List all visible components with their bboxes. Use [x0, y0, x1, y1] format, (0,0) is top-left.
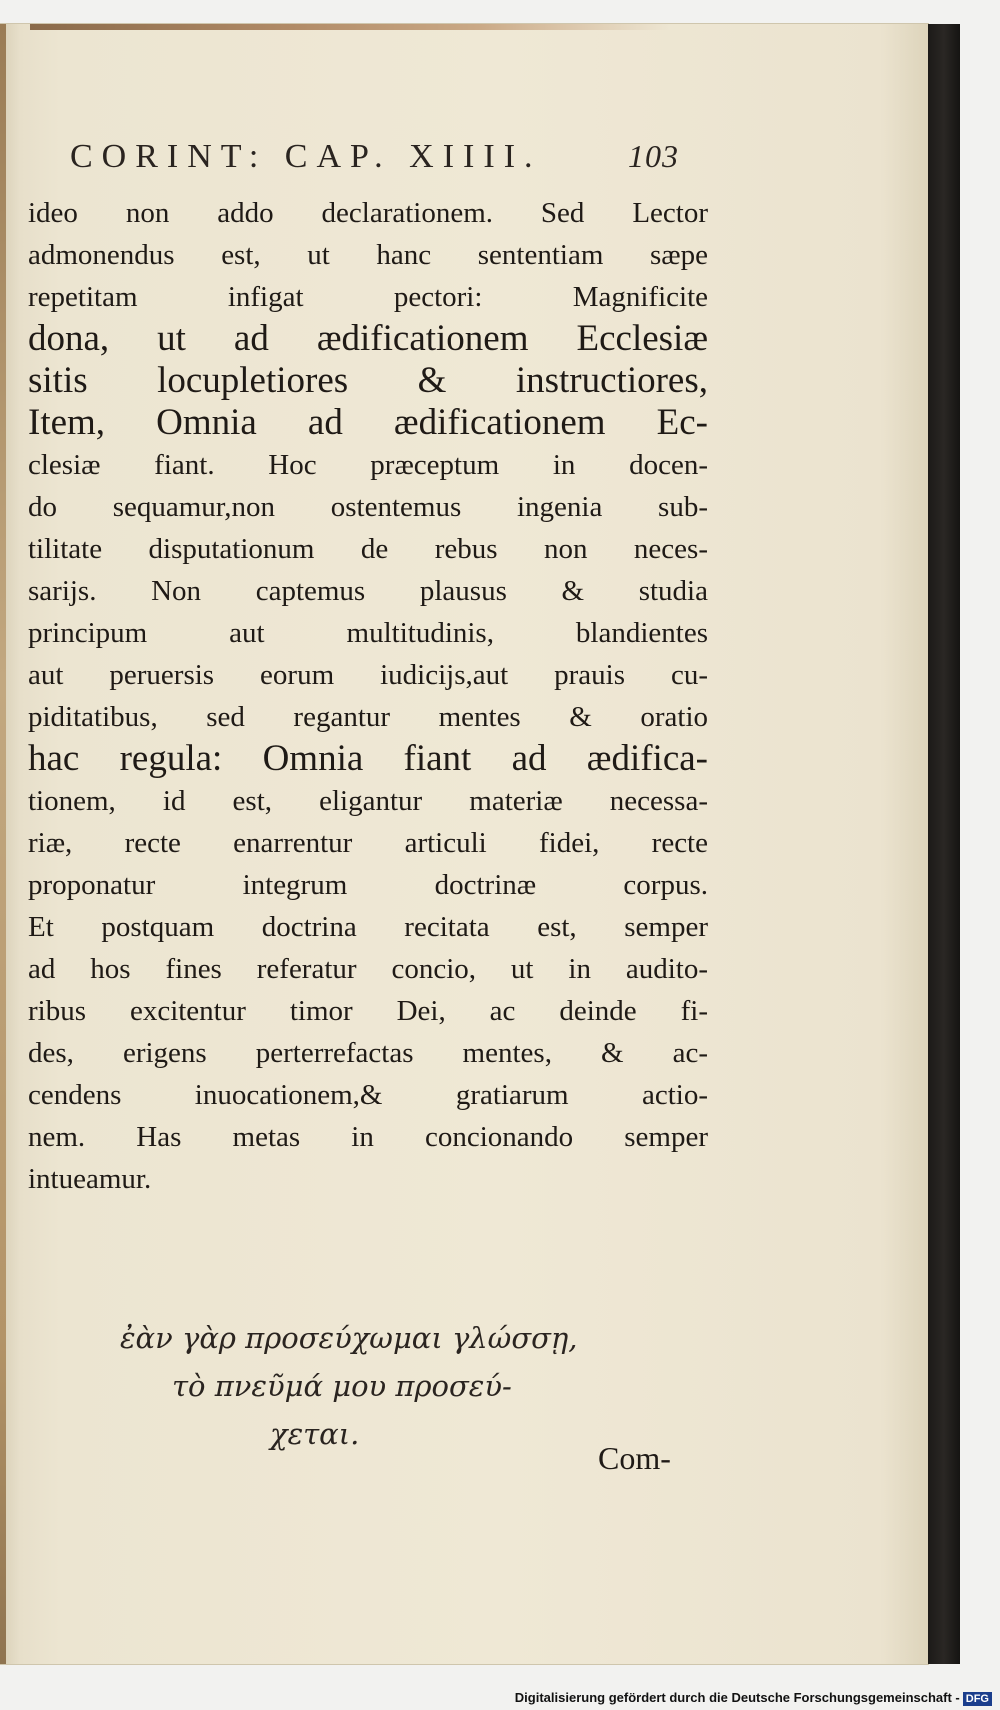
text-line: sitis locupletiores & instructiores,	[28, 360, 708, 401]
text-line: tionem, id est, eligantur materiæ necessa-	[28, 785, 708, 817]
digitization-credit	[515, 1690, 992, 1706]
book-cover-edge	[928, 24, 960, 1664]
dfg-logo: DFG	[963, 1692, 992, 1706]
text-line: aut peruersis eorum iudicijs,aut prauis cu-	[28, 659, 708, 691]
body-text	[28, 192, 708, 1200]
text-line: repetitam infigat pectori: Magnificite	[28, 281, 708, 313]
page-top-edge	[30, 24, 670, 30]
text-line: Et postquam doctrina recitata est, semper	[28, 911, 708, 943]
credit-text: Digitalisierung gefördert durch die Deutsche Forschungsgemeinschaft -	[514, 1690, 960, 1705]
text-line: ideo non addo declarationem. Sed Lector	[28, 197, 708, 229]
text-line: piditatibus, sed regantur mentes & oratio	[28, 701, 708, 733]
running-head: CORINT: CAP. XIIII.	[70, 138, 542, 175]
text-line: ad hos fines referatur concio, ut in audito-	[28, 953, 708, 985]
text-line: cendens inuocationem,& gratiarum actio-	[28, 1079, 708, 1111]
text-line: ribus excitentur timor Dei, ac deinde fi-	[28, 995, 708, 1027]
text-line: clesiæ fiant. Hoc præceptum in docen-	[28, 449, 708, 481]
greek-quotation	[120, 1314, 680, 1458]
text-line: riæ, recte enarrentur articuli fidei, recte	[28, 827, 708, 859]
text-line: des, erigens perterrefactas mentes, & ac-	[28, 1037, 708, 1069]
greek-line: τὸ πνεῦμά μου προσεύ-	[172, 1369, 512, 1403]
text-line: sarijs. Non captemus plausus & studia	[28, 575, 708, 607]
text-line: nem. Has metas in concionando semper	[28, 1121, 708, 1153]
text-line: principum aut multitudinis, blandientes	[28, 617, 708, 649]
greek-line: χεται.	[270, 1417, 360, 1451]
text-line: dona, ut ad ædificationem Ecclesiæ	[28, 318, 708, 359]
text-line: hac regula: Omnia fiant ad ædifica-	[28, 738, 708, 779]
text-line: proponatur integrum doctrinæ corpus.	[28, 869, 708, 901]
greek-line: ἐὰν γὰρ προσεύχωμαι γλώσσῃ,	[120, 1321, 578, 1355]
text-line: Item, Omnia ad ædificationem Ec-	[28, 402, 708, 443]
text-line: intueamur.	[28, 1163, 152, 1195]
catchword: Com-	[598, 1440, 671, 1476]
text-line: admonendus est, ut hanc sententiam sæpe	[28, 239, 708, 271]
text-line: do sequamur,non ostentemus ingenia sub-	[28, 491, 708, 523]
text-line: tilitate disputationum de rebus non neces-	[28, 533, 708, 565]
book-page	[0, 24, 928, 1664]
page-number: 103	[628, 138, 679, 174]
